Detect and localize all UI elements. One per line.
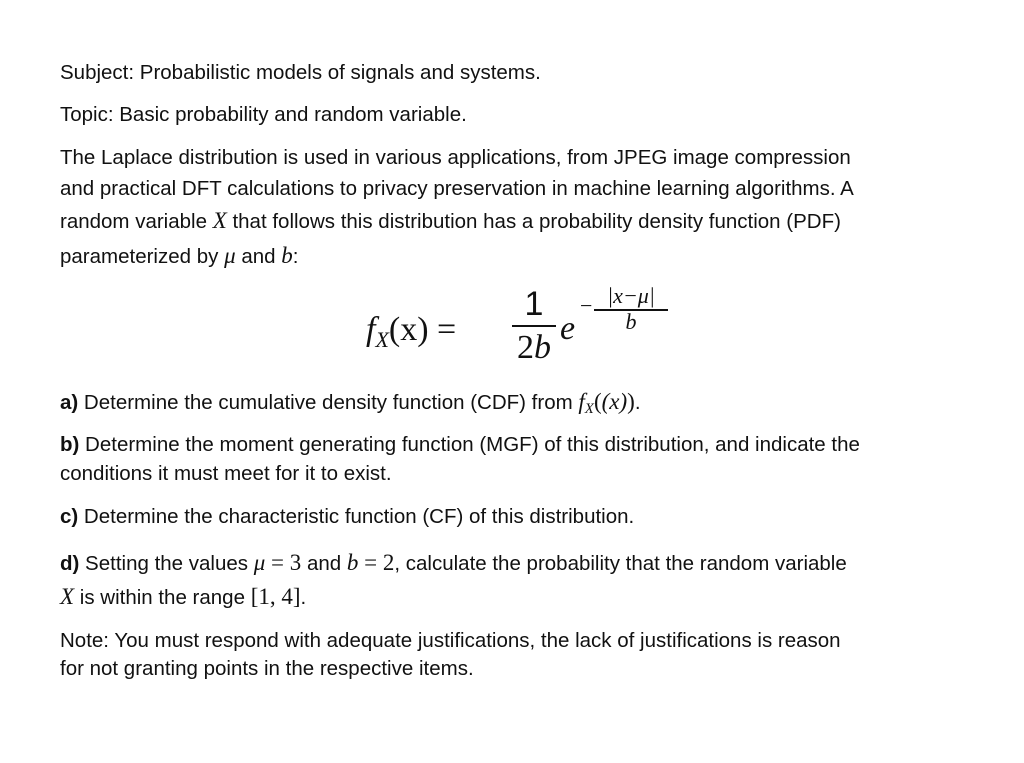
math-arg: ((x)) — [593, 389, 635, 414]
question-b-line-1 — [60, 433, 860, 457]
text: and — [235, 245, 282, 268]
math-b: b — [281, 243, 293, 268]
fraction-bar — [512, 325, 556, 327]
text: , calculate the probability that the random variable — [394, 552, 847, 575]
formula-exp-base: e — [560, 310, 576, 347]
formula-lhs — [366, 311, 456, 353]
intro-line-4 — [60, 239, 966, 274]
question-c — [60, 505, 634, 529]
math-mu: μ — [253, 550, 266, 575]
subject-line: Subject: Probabilistic models of signals and systems. — [60, 61, 541, 84]
math-var-x: X — [212, 208, 227, 233]
text: that follows this distribution has a probability density function (PDF) — [226, 210, 841, 233]
question-c-label: c) — [60, 505, 79, 528]
exponent-fraction — [594, 283, 668, 333]
topic-line: Topic: Basic probability and random variable. — [60, 103, 467, 126]
note-line-1: Note: You must respond with adequate justifications, the lack of justifications is reason — [60, 629, 841, 652]
text: parameterized by — [60, 245, 225, 268]
exponent-sign: − — [580, 293, 593, 318]
math-eq-3: = 3 — [265, 550, 302, 575]
exponent-numerator: |x−μ| — [607, 283, 655, 308]
intro-line-2: and practical DFT calculations to privacy preservation in machine learning algorithms. A — [60, 177, 854, 200]
question-b-line-2: conditions it must meet for it to exist. — [60, 462, 392, 485]
fraction-numerator: 1 — [524, 285, 544, 323]
text: random variable — [60, 210, 213, 233]
intro-paragraph — [60, 143, 966, 274]
formula-f: f — [366, 311, 376, 348]
math-var-x: X — [60, 584, 75, 609]
question-a-label: a) — [60, 391, 79, 414]
fraction-denominator — [512, 329, 556, 367]
question-a-text: Determine the cumulative density function (CDF) from — [78, 391, 579, 414]
math-mu: μ — [224, 243, 236, 268]
den-number: 2 — [517, 329, 534, 366]
math-b: b — [346, 550, 359, 575]
math-eq-2: = 2 — [358, 550, 395, 575]
text: and — [301, 552, 347, 575]
question-d-line-2 — [60, 585, 306, 610]
formula-subscript: X — [375, 327, 389, 352]
question-d-line-1 — [60, 551, 847, 576]
intro-line-3 — [60, 204, 966, 239]
formula-fraction — [512, 285, 556, 367]
math-subscript: X — [584, 401, 594, 417]
question-b-text: Determine the moment generating function (MGF) of this distribution, and indicate the — [79, 433, 860, 456]
exponent-denominator: b — [625, 308, 637, 334]
math-range: [1, 4] — [250, 584, 301, 609]
den-var: b — [534, 329, 551, 366]
text: . — [634, 391, 641, 414]
question-c-text: Determine the characteristic function (CF) of this distribution. — [78, 505, 635, 528]
text: . — [300, 586, 307, 609]
question-d-label: d) — [60, 552, 80, 575]
laplace-pdf-formula — [360, 283, 680, 373]
math-f: f — [578, 389, 585, 414]
text: : — [292, 245, 299, 268]
text: Setting the values — [79, 552, 254, 575]
math-x: (x) — [601, 389, 628, 414]
note-line-2: for not granting points in the respective items. — [60, 657, 474, 680]
question-a — [60, 390, 641, 421]
intro-line-1: The Laplace distribution is used in various applications, from JPEG image compression — [60, 146, 851, 169]
text: is within the range — [74, 586, 251, 609]
formula-arg: (x) = — [388, 311, 457, 348]
question-b-label: b) — [60, 433, 80, 456]
